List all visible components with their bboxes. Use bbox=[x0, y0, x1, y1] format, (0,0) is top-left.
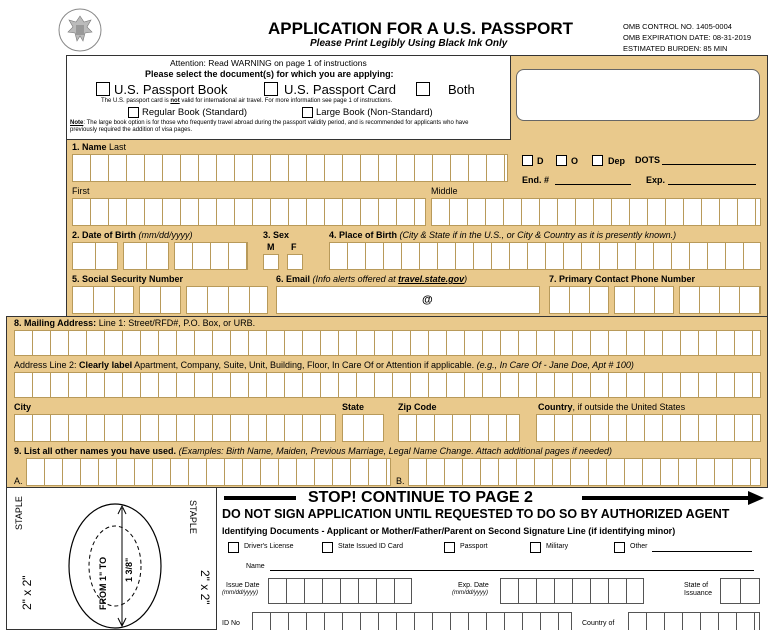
pob-text: 4. Place of Birth bbox=[329, 230, 398, 240]
exp-date-input[interactable] bbox=[500, 578, 644, 604]
passport-book-checkbox[interactable] bbox=[96, 82, 110, 96]
ssn-part1-input[interactable] bbox=[72, 286, 134, 314]
exp-line[interactable] bbox=[668, 184, 756, 185]
both-checkbox[interactable] bbox=[416, 82, 430, 96]
other-name-b-label: B. bbox=[396, 476, 405, 486]
large-book-note bbox=[70, 120, 490, 134]
country-of-label: Country of bbox=[582, 620, 615, 627]
attention-note: Attention: Read WARNING on page 1 of instructions bbox=[170, 58, 367, 68]
other-name-a-input[interactable] bbox=[26, 458, 391, 486]
middle-name-input[interactable] bbox=[431, 198, 761, 226]
estimated-burden: ESTIMATED BURDEN: 85 MIN bbox=[623, 44, 728, 53]
first-name-input[interactable] bbox=[72, 198, 426, 226]
state-input[interactable] bbox=[342, 414, 384, 442]
country-text: Country bbox=[538, 402, 573, 412]
both-label: Both bbox=[448, 82, 475, 97]
exp-date-label: Exp. Date bbox=[458, 582, 489, 589]
issue-date-input[interactable] bbox=[268, 578, 412, 604]
exp-date-hint: (mm/dd/yyyy) bbox=[452, 590, 488, 596]
note-label: Note bbox=[70, 120, 84, 126]
other-names-hint: (Examples: Birth Name, Maiden, Previous Marriage, Legal Name Change. Attach additional pages if needed) bbox=[178, 446, 612, 456]
large-book-checkbox[interactable] bbox=[302, 107, 313, 118]
city-label: City bbox=[14, 402, 32, 412]
phone-label: 7. Primary Contact Phone Number bbox=[549, 274, 696, 284]
note-text: : The large book option is for those who frequently travel abroad during the passport validity period, and is recommended for applicants who have previously required the addition of visa pages. bbox=[70, 120, 469, 133]
photo-size-right: 2" x 2" bbox=[198, 570, 212, 605]
card-note-a: The U.S. passport card is bbox=[101, 98, 171, 104]
office-use-box bbox=[516, 69, 760, 121]
office-end-label: End. # bbox=[522, 175, 550, 185]
addr2-a: Address Line 2: bbox=[14, 360, 80, 370]
drivers-license-label: Driver's License bbox=[244, 543, 294, 550]
name-last-label: Last bbox=[109, 142, 127, 152]
mailing-address-label bbox=[14, 318, 255, 328]
other-names-label bbox=[14, 446, 612, 456]
pob-label bbox=[329, 230, 676, 240]
place-of-birth-input[interactable] bbox=[329, 242, 761, 270]
identifying-documents-label: Identifying Documents - Applicant or Mother/Father/Parent on Second Signature Line (if identifying minor) bbox=[222, 526, 676, 536]
email-hint-b: ) bbox=[464, 274, 468, 284]
office-dep-checkbox[interactable] bbox=[592, 155, 603, 166]
middle-name-label: Middle bbox=[431, 186, 458, 196]
last-name-input[interactable] bbox=[72, 154, 508, 182]
card-note-b: valid for international air travel. For more information see page 1 of instructions. bbox=[179, 98, 393, 104]
other-names-text: 9. List all other names you have used. bbox=[14, 446, 177, 456]
document-prompt: Please select the document(s) for which you are applying: bbox=[145, 69, 394, 79]
phone-line-input[interactable] bbox=[679, 286, 761, 314]
office-d-checkbox[interactable] bbox=[522, 155, 533, 166]
country-label bbox=[538, 402, 685, 412]
issue-date-label: Issue Date bbox=[226, 582, 260, 589]
staple-right: STAPLE bbox=[188, 500, 198, 534]
other-id-checkbox[interactable] bbox=[614, 542, 625, 553]
sex-label: 3. Sex bbox=[263, 230, 290, 240]
address-line1-input[interactable] bbox=[14, 330, 761, 356]
email-hint-link[interactable]: travel.state.gov bbox=[398, 274, 465, 284]
dob-year-input[interactable] bbox=[174, 242, 248, 270]
office-exp-label: Exp. bbox=[646, 175, 666, 185]
regular-book-checkbox[interactable] bbox=[128, 107, 139, 118]
passport-book-label: U.S. Passport Book bbox=[114, 82, 228, 97]
office-dots-label: DOTS bbox=[635, 155, 661, 165]
country-input[interactable] bbox=[536, 414, 761, 442]
staple-left: STAPLE bbox=[14, 496, 24, 530]
card-validity-note bbox=[101, 98, 392, 104]
ssn-label: 5. Social Security Number bbox=[72, 274, 184, 284]
office-d-label: D bbox=[537, 156, 544, 166]
passport-id-checkbox[interactable] bbox=[444, 542, 455, 553]
id-name-line[interactable] bbox=[270, 570, 754, 571]
state-department-seal bbox=[58, 8, 102, 52]
other-id-line[interactable] bbox=[652, 551, 752, 552]
address-line2-input[interactable] bbox=[14, 372, 761, 398]
office-dep-label: Dep bbox=[608, 156, 626, 166]
form-subtitle: Please Print Legibly Using Black Ink Only bbox=[310, 38, 508, 49]
dob-month-input[interactable] bbox=[72, 242, 118, 270]
email-label bbox=[276, 274, 467, 284]
zip-input[interactable] bbox=[398, 414, 520, 442]
name-label bbox=[72, 142, 126, 152]
state-id-checkbox[interactable] bbox=[322, 542, 333, 553]
pob-hint: (City & State if in the U.S., or City & Country as it is presently known.) bbox=[399, 230, 677, 240]
id-number-label: ID No bbox=[222, 620, 240, 627]
city-input[interactable] bbox=[14, 414, 336, 442]
phone-prefix-input[interactable] bbox=[614, 286, 674, 314]
passport-card-checkbox[interactable] bbox=[264, 82, 278, 96]
sex-m-label: M bbox=[267, 242, 275, 252]
do-not-sign-warning: DO NOT SIGN APPLICATION UNTIL REQUESTED TO DO SO BY AUTHORIZED AGENT bbox=[222, 507, 730, 521]
ssn-part2-input[interactable] bbox=[139, 286, 181, 314]
email-hint-a: (Info alerts offered at bbox=[312, 274, 399, 284]
form-title: APPLICATION FOR A U.S. PASSPORT bbox=[268, 19, 574, 38]
state-of-label: State of bbox=[684, 582, 709, 589]
dob-day-input[interactable] bbox=[123, 242, 169, 270]
photo-oval-guide bbox=[66, 500, 164, 630]
omb-control: OMB CONTROL NO. 1405-0004 bbox=[623, 22, 732, 31]
email-text: 6. Email bbox=[276, 274, 311, 284]
issuance-label: Issuance bbox=[684, 590, 713, 597]
military-id-label: Military bbox=[546, 543, 569, 550]
state-of-issuance-input[interactable] bbox=[720, 578, 760, 604]
state-id-label: State Issued ID Card bbox=[338, 543, 403, 550]
card-note-not: not bbox=[170, 98, 180, 104]
other-name-a-label: A. bbox=[14, 476, 23, 486]
other-id-label: Other bbox=[630, 543, 648, 550]
issue-date-hint: (mm/dd/yyyy) bbox=[222, 590, 258, 596]
id-number-input[interactable] bbox=[252, 612, 572, 630]
office-o-checkbox[interactable] bbox=[556, 155, 567, 166]
military-id-checkbox[interactable] bbox=[530, 542, 541, 553]
photo-range-label: FROM 1" TO bbox=[98, 556, 108, 610]
address-line2-label bbox=[14, 360, 634, 370]
regular-book-label: Regular Book (Standard) bbox=[142, 107, 248, 118]
stop-heading: STOP! CONTINUE TO PAGE 2 bbox=[308, 489, 533, 506]
country-of-issuance-input[interactable] bbox=[628, 612, 760, 630]
photo-range-value: 1 3/8" bbox=[124, 557, 134, 582]
sex-m-box[interactable] bbox=[263, 254, 279, 270]
omb-expiration: OMB EXPIRATION DATE: 08-31-2019 bbox=[623, 33, 752, 42]
addr2-c: Apartment, Company, Suite, Unit, Building, Floor, In Care Of or Attention if applicable. bbox=[132, 360, 477, 370]
office-o-label: O bbox=[571, 156, 579, 166]
ssn-part3-input[interactable] bbox=[186, 286, 268, 314]
sex-f-label: F bbox=[291, 242, 297, 252]
drivers-license-checkbox[interactable] bbox=[228, 542, 239, 553]
id-name-label: Name bbox=[246, 563, 265, 570]
photo-size-left: 2" x 2" bbox=[20, 575, 34, 610]
passport-card-label: U.S. Passport Card bbox=[284, 82, 396, 97]
sex-f-box[interactable] bbox=[287, 254, 303, 270]
dots-line[interactable] bbox=[662, 164, 756, 165]
mailing-hint: Line 1: Street/RFD#, P.O. Box, or URB. bbox=[98, 318, 256, 328]
dob-label bbox=[72, 230, 193, 240]
email-at-sign: @ bbox=[422, 294, 433, 306]
zip-label: Zip Code bbox=[398, 402, 437, 412]
addr2-b: Clearly label bbox=[79, 360, 133, 370]
addr2-d: (e.g., In Care Of - Jane Doe, Apt # 100) bbox=[476, 360, 634, 370]
end-line[interactable] bbox=[555, 184, 631, 185]
first-name-label: First bbox=[72, 186, 90, 196]
dob-hint: (mm/dd/yyyy) bbox=[138, 230, 193, 240]
dob-text: 2. Date of Birth bbox=[72, 230, 137, 240]
other-name-b-input[interactable] bbox=[408, 458, 761, 486]
passport-id-label: Passport bbox=[460, 543, 488, 550]
country-hint: , if outside the United States bbox=[572, 402, 686, 412]
state-label: State bbox=[342, 402, 365, 412]
mailing-text: 8. Mailing Address: bbox=[14, 318, 97, 328]
large-book-label: Large Book (Non-Standard) bbox=[316, 107, 433, 118]
phone-area-input[interactable] bbox=[549, 286, 609, 314]
email-input[interactable] bbox=[276, 286, 540, 314]
name-number: 1. Name bbox=[72, 142, 107, 152]
